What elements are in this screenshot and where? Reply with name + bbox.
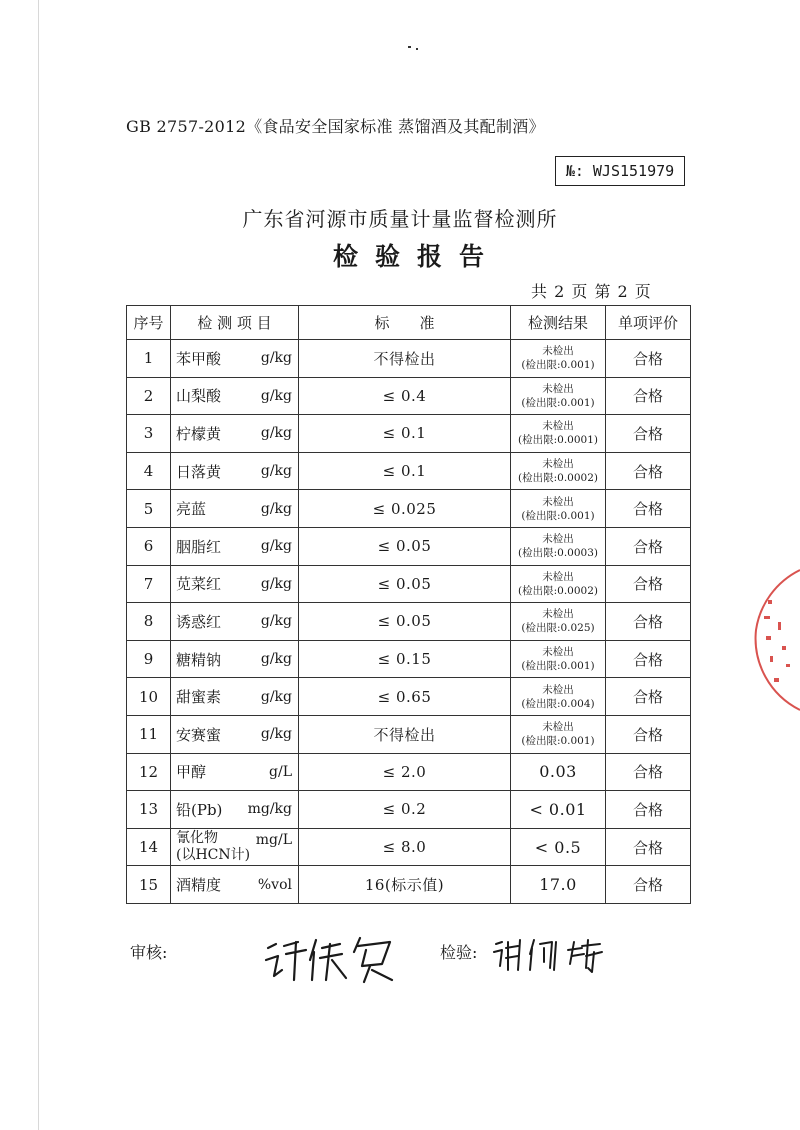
item-name: 铅(Pb) [176, 800, 223, 819]
evaluation: 合格 [606, 415, 691, 453]
evaluation: 合格 [606, 678, 691, 716]
col-header-no: 序号 [127, 306, 171, 340]
item-unit: g/kg [260, 463, 292, 480]
result-value: 未检出 [542, 683, 574, 696]
item-cell-content [171, 724, 298, 745]
row-number: 1 [127, 340, 171, 378]
item-unit: g/kg [260, 688, 292, 705]
item-cell-content [171, 536, 298, 557]
item-unit: g/kg [260, 500, 292, 517]
detection-limit: (检出限:0.025) [521, 622, 595, 635]
row-number: 3 [127, 415, 171, 453]
item-cell [171, 565, 299, 603]
result-value: 0.03 [539, 762, 577, 782]
row-number: 11 [127, 715, 171, 753]
table-row [127, 715, 691, 753]
result-not-detected [511, 495, 605, 523]
item-cell [171, 715, 299, 753]
result-not-detected [511, 645, 605, 673]
item-name: 亮蓝 [176, 500, 207, 519]
item-name: 酒精度 [176, 876, 222, 895]
table-row [127, 452, 691, 490]
row-number: 13 [127, 791, 171, 829]
reviewer-signature [260, 930, 410, 986]
result-cell [511, 603, 606, 641]
col-header-result: 检测结果 [511, 306, 606, 340]
item-cell [171, 603, 299, 641]
result-value: 未检出 [542, 495, 574, 508]
result-cell [511, 828, 606, 866]
item-name: 氰化物 [176, 830, 218, 847]
table-row [127, 866, 691, 904]
result-not-detected [511, 344, 605, 372]
row-number: 9 [127, 640, 171, 678]
item-cell-content [171, 385, 298, 406]
item-cell-content [171, 830, 298, 864]
result-cell [511, 340, 606, 378]
result-cell [511, 866, 606, 904]
item-cell-content [171, 799, 298, 820]
result-cell [511, 678, 606, 716]
item-unit: g/kg [260, 613, 292, 630]
table-row [127, 490, 691, 528]
standard-value: ≤ 0.1 [299, 452, 511, 490]
table-row [127, 603, 691, 641]
scan-speck [408, 46, 411, 48]
standard-value: ≤ 0.05 [299, 527, 511, 565]
item-cell-content [171, 761, 298, 782]
detection-limit: (检出限:0.001) [521, 396, 595, 409]
signature-row [130, 928, 690, 988]
page-edge [38, 0, 39, 1130]
item-cell [171, 527, 299, 565]
detection-limit: (检出限:0.0003) [518, 547, 598, 560]
item-cell-content [171, 423, 298, 444]
item-cell-content [171, 649, 298, 670]
item-cell-content [171, 348, 298, 369]
result-value: 未检出 [542, 721, 574, 734]
detection-limit: (检出限:0.001) [521, 735, 595, 748]
standard-reference: GB 2757-2012《食品安全国家标准 蒸馏酒及其配制酒》 [126, 117, 545, 136]
item-cell [171, 490, 299, 528]
report-title: 检验报告 [332, 242, 501, 271]
table-row [127, 377, 691, 415]
evaluation: 合格 [606, 377, 691, 415]
detection-limit: (检出限:0.0002) [518, 472, 598, 485]
item-name: 日落黄 [176, 462, 222, 481]
standard-value: ≤ 0.2 [299, 791, 511, 829]
table-header-row [127, 306, 691, 340]
item-cell-content [171, 874, 298, 895]
result-value: 未检出 [542, 646, 574, 659]
row-number: 8 [127, 603, 171, 641]
evaluation: 合格 [606, 603, 691, 641]
inspector-signature [490, 934, 630, 978]
evaluation: 合格 [606, 490, 691, 528]
page-info: 共 2 页 第 2 页 [531, 282, 652, 301]
detection-limit: (检出限:0.001) [521, 359, 595, 372]
item-unit: g/kg [260, 726, 292, 743]
row-number: 15 [127, 866, 171, 904]
result-cell [511, 753, 606, 791]
standard-value: ≤ 0.05 [299, 603, 511, 641]
result-not-detected [511, 570, 605, 598]
col-header-item: 检 测 项 目 [171, 306, 299, 340]
result-not-detected [511, 532, 605, 560]
item-name: 苯甲酸 [176, 349, 222, 368]
item-unit: g/kg [260, 575, 292, 592]
result-value: 未检出 [542, 345, 574, 358]
item-unit: g/kg [260, 425, 292, 442]
result-value: 未检出 [542, 570, 574, 583]
row-number: 10 [127, 678, 171, 716]
col-header-eval: 单项评价 [606, 306, 691, 340]
item-cell-content [171, 611, 298, 632]
row-number: 7 [127, 565, 171, 603]
inspector-label: 检验: [440, 943, 478, 962]
row-number: 2 [127, 377, 171, 415]
item-name: 胭脂红 [176, 537, 222, 556]
evaluation: 合格 [606, 640, 691, 678]
standard-value: ≤ 2.0 [299, 753, 511, 791]
item-cell [171, 866, 299, 904]
result-value: < 0.5 [534, 837, 582, 857]
standard-value: ≤ 0.65 [299, 678, 511, 716]
result-cell [511, 791, 606, 829]
standard-value: ≤ 0.05 [299, 565, 511, 603]
item-name: 苋菜红 [176, 575, 222, 594]
row-number: 6 [127, 527, 171, 565]
result-value: < 0.01 [529, 799, 587, 819]
evaluation: 合格 [606, 527, 691, 565]
standard-value: 不得检出 [299, 340, 511, 378]
evaluation: 合格 [606, 452, 691, 490]
item-name: 甜蜜素 [176, 688, 222, 707]
result-cell [511, 377, 606, 415]
result-value: 未检出 [542, 382, 574, 395]
result-not-detected [511, 457, 605, 485]
result-cell [511, 715, 606, 753]
evaluation: 合格 [606, 340, 691, 378]
item-cell [171, 791, 299, 829]
result-cell [511, 527, 606, 565]
item-cell [171, 377, 299, 415]
scan-speck [416, 48, 418, 50]
table-row [127, 527, 691, 565]
result-cell [511, 415, 606, 453]
organization-name: 广东省河源市质量计量监督检测所 [242, 207, 558, 231]
item-unit: mg/kg [247, 801, 292, 818]
result-value: 未检出 [542, 420, 574, 433]
result-not-detected [511, 607, 605, 635]
table-row [127, 415, 691, 453]
item-name: 糖精钠 [176, 650, 222, 669]
evaluation: 合格 [606, 866, 691, 904]
row-number: 5 [127, 490, 171, 528]
evaluation: 合格 [606, 828, 691, 866]
item-unit: g/kg [260, 651, 292, 668]
detection-limit: (检出限:0.0002) [518, 584, 598, 597]
result-not-detected [511, 382, 605, 410]
row-number: 12 [127, 753, 171, 791]
item-cell-content [171, 498, 298, 519]
evaluation: 合格 [606, 753, 691, 791]
evaluation: 合格 [606, 715, 691, 753]
result-cell [511, 640, 606, 678]
table-row [127, 791, 691, 829]
result-cell [511, 490, 606, 528]
row-number: 14 [127, 828, 171, 866]
standard-value: ≤ 8.0 [299, 828, 511, 866]
item-unit: mg/L [255, 832, 292, 849]
standard-value: ≤ 0.15 [299, 640, 511, 678]
results-table [126, 305, 691, 904]
item-cell [171, 415, 299, 453]
standard-value: ≤ 0.4 [299, 377, 511, 415]
table-row [127, 340, 691, 378]
detection-limit: (检出限:0.001) [521, 509, 595, 522]
result-value: 未检出 [542, 458, 574, 471]
item-name: 诱惑红 [176, 612, 222, 631]
result-cell [511, 565, 606, 603]
detection-limit: (检出限:0.001) [521, 660, 595, 673]
item-unit: %vol [257, 876, 292, 893]
standard-value: ≤ 0.025 [299, 490, 511, 528]
standard-value: 16(标示值) [299, 866, 511, 904]
item-cell-content [171, 461, 298, 482]
result-not-detected [511, 720, 605, 748]
standard-value: ≤ 0.1 [299, 415, 511, 453]
item-cell [171, 828, 299, 866]
item-name: 山梨酸 [176, 387, 222, 406]
result-cell [511, 452, 606, 490]
item-cell [171, 640, 299, 678]
reviewer-label: 审核: [130, 943, 168, 962]
result-value: 未检出 [542, 608, 574, 621]
table-row [127, 753, 691, 791]
col-header-standard: 标 准 [299, 306, 511, 340]
item-cell-content [171, 573, 298, 594]
red-seal-stamp [748, 560, 800, 720]
result-value: 未检出 [542, 533, 574, 546]
item-name: 安赛蜜 [176, 725, 222, 744]
evaluation: 合格 [606, 565, 691, 603]
table-row [127, 678, 691, 716]
evaluation: 合格 [606, 791, 691, 829]
row-number: 4 [127, 452, 171, 490]
item-name: 甲醇 [176, 763, 207, 782]
report-number: №: WJS151979 [555, 156, 685, 186]
detection-limit: (检出限:0.0001) [518, 434, 598, 447]
result-not-detected [511, 683, 605, 711]
standard-value: 不得检出 [299, 715, 511, 753]
item-cell-content [171, 686, 298, 707]
item-unit: g/L [269, 763, 292, 780]
item-name-block [176, 830, 250, 864]
table-row [127, 565, 691, 603]
item-cell [171, 678, 299, 716]
table-row [127, 828, 691, 866]
item-name: 柠檬黄 [176, 424, 222, 443]
detection-limit: (检出限:0.004) [521, 697, 595, 710]
item-cell [171, 753, 299, 791]
item-unit: g/kg [260, 350, 292, 367]
table-row [127, 640, 691, 678]
result-not-detected [511, 419, 605, 447]
item-unit: g/kg [260, 387, 292, 404]
item-cell [171, 340, 299, 378]
result-value: 17.0 [539, 875, 577, 895]
item-name-note: (以HCN计) [176, 847, 251, 864]
item-cell [171, 452, 299, 490]
item-unit: g/kg [260, 538, 292, 555]
